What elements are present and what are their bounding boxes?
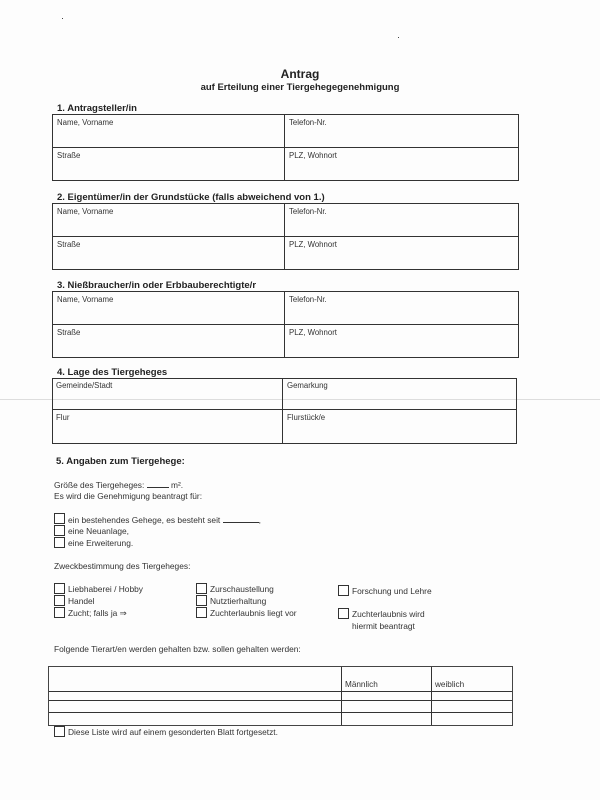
field-city-label: PLZ, Wohnort [289,240,337,249]
purpose-trade-label: Handel [68,596,95,606]
enclosure-size [54,479,183,490]
field-district-label: Gemarkung [287,381,328,390]
field-field-label: Flur [56,413,70,422]
field-parcel-label: Flurstück/e [287,413,326,422]
purpose-research-checkbox[interactable] [338,585,349,596]
purpose-permit-request-checkbox[interactable] [338,608,349,619]
form-subtitle: auf Erteilung einer Tiergehegegenehmigung [200,82,400,93]
field-name-label: Name, Vorname [57,118,114,127]
section-2-grid [52,203,519,270]
option-extension-checkbox[interactable] [54,537,65,548]
col-female-header: weiblich [435,680,465,689]
option-new-checkbox[interactable] [54,525,65,536]
purpose-research-label: Forschung und Lehre [352,586,432,596]
field-phone-label: Telefon-Nr. [289,118,327,127]
list-continued-checkbox[interactable] [54,726,65,737]
form-title: Antrag [280,67,320,81]
section-1-heading: 1. Antragsteller/in [57,103,137,114]
field-street-label: Straße [57,151,81,160]
section-4-heading: 4. Lage des Tiergeheges [57,367,168,378]
purpose-hobby-checkbox[interactable] [54,583,65,594]
purpose-permit-request-label-2: hiermit beantragt [352,621,415,631]
purpose-exhibition-checkbox[interactable] [196,583,207,594]
purpose-heading: Zweckbestimmung des Tiergeheges: [54,561,191,571]
option-existing-checkbox[interactable] [54,513,65,524]
size-prefix: Größe des Tiergeheges: [54,480,145,490]
scan-speck [398,37,399,38]
scan-speck [62,18,63,19]
field-municipality-label: Gemeinde/Stadt [56,381,113,390]
purpose-permit-exists-label: Zuchterlaubnis liegt vor [210,608,297,618]
section-2-heading: 2. Eigentümer/in der Grundstücke (falls abweichend von 1.) [57,192,325,203]
purpose-trade-checkbox[interactable] [54,595,65,606]
permission-text: Es wird die Genehmigung beantragt für: [54,491,203,501]
section-1-grid [52,114,519,181]
purpose-permit-exists-checkbox[interactable] [196,607,207,618]
col-male-header: Männlich [345,680,378,689]
size-blank[interactable] [147,479,169,488]
field-phone-label: Telefon-Nr. [289,295,327,304]
since-blank[interactable] [223,514,259,523]
purpose-permit-request-label: Zuchterlaubnis wird [352,609,425,619]
option-existing: ein bestehendes Gehege, es besteht seit , [68,515,261,525]
animals-text: Folgende Tierart/en werden gehalten bzw. sollen gehalten werden: [54,644,301,654]
field-city-label: PLZ, Wohnort [289,151,337,160]
field-name-label: Name, Vorname [57,295,114,304]
purpose-exhibition-label: Zurschaustellung [210,584,274,594]
animals-table [48,666,513,726]
option-existing-label: ein bestehendes Gehege, es besteht seit [68,515,221,525]
option-extension-label: eine Erweiterung. [68,538,134,548]
field-street-label: Straße [57,328,81,337]
size-unit: m². [170,480,184,490]
purpose-hobby-label: Liebhaberei / Hobby [68,584,143,594]
section-3-grid [52,291,519,358]
section-5-heading: 5. Angaben zum Tiergehege: [56,456,185,467]
option-new-label: eine Neuanlage, [68,526,130,536]
field-city-label: PLZ, Wohnort [289,328,337,337]
list-continued-label: Diese Liste wird auf einem gesonderten Blatt fortgesetzt. [68,727,278,737]
field-name-label: Name, Vorname [57,207,114,216]
purpose-breeding-checkbox[interactable] [54,607,65,618]
field-street-label: Straße [57,240,81,249]
purpose-breeding-label: Zucht; falls ja ⇒ [68,608,127,618]
purpose-livestock-label: Nutztierhaltung [210,596,267,606]
field-phone-label: Telefon-Nr. [289,207,327,216]
section-3-heading: 3. Nießbraucher/in oder Erbbauberechtigte/r [57,280,257,291]
purpose-livestock-checkbox[interactable] [196,595,207,606]
section-4-grid [52,378,517,444]
